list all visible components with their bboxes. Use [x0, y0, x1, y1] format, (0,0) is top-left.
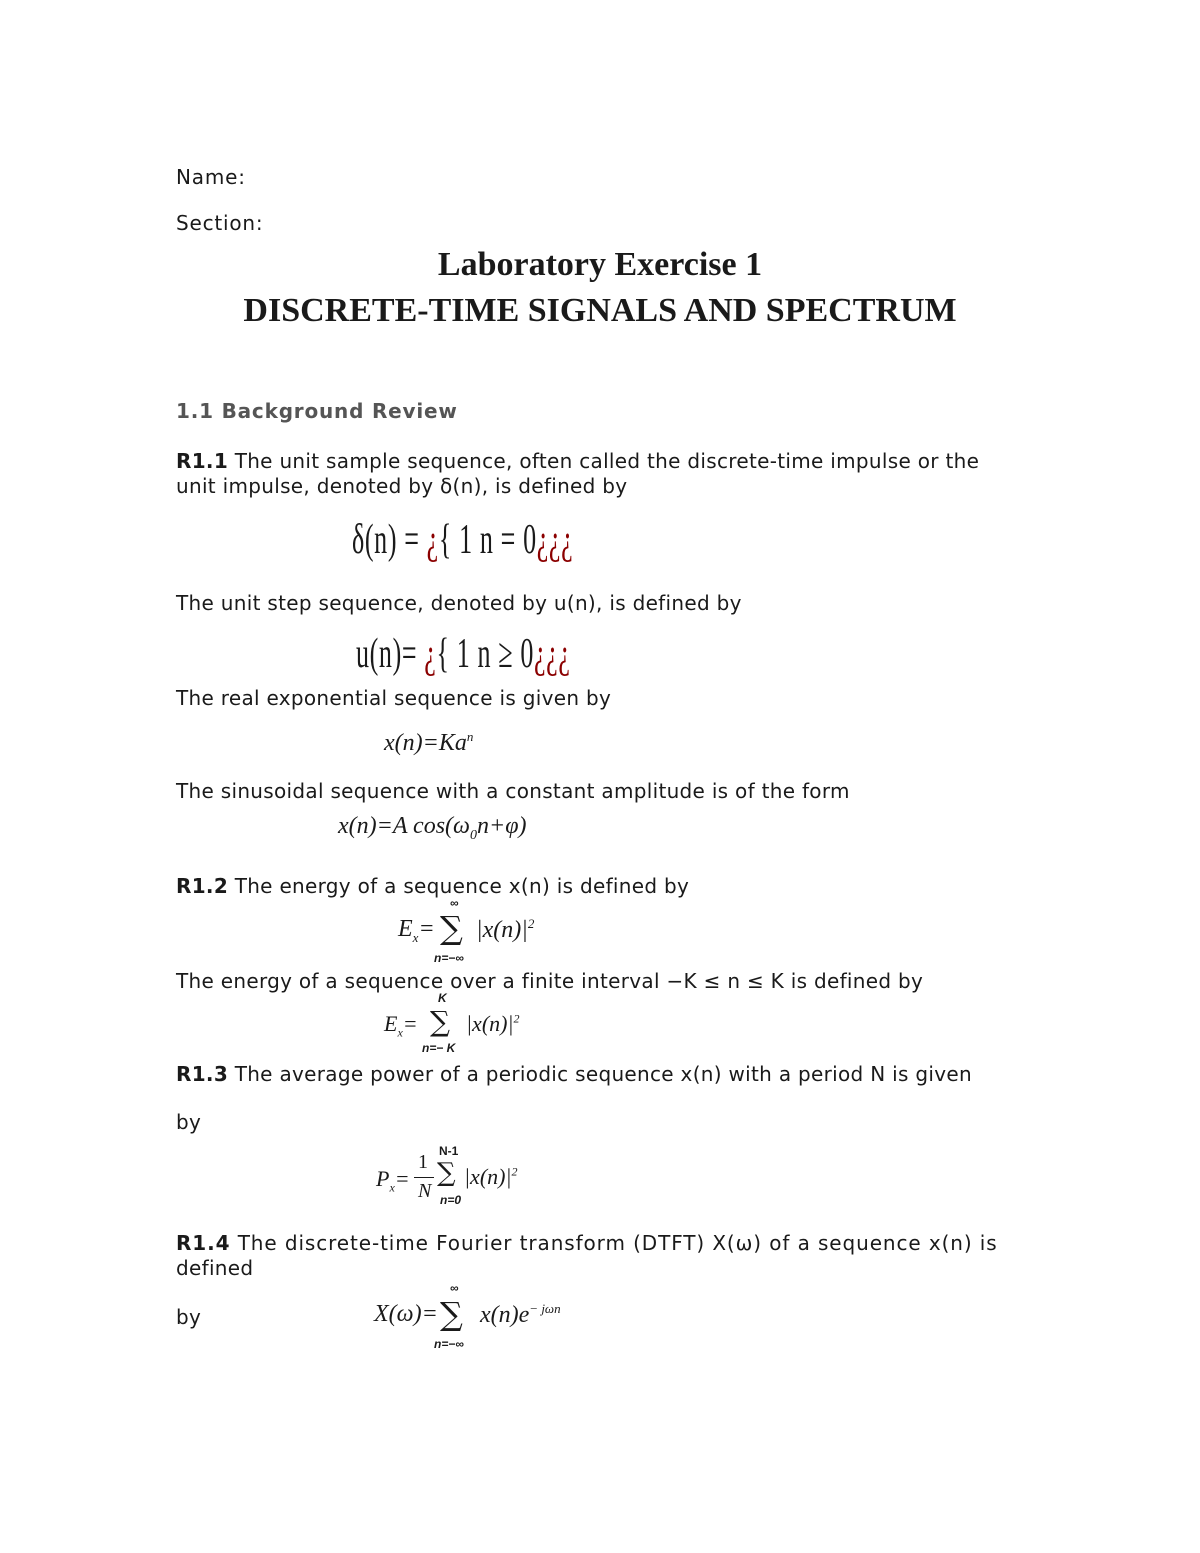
eq-dtft-summand-wrap [480, 1301, 561, 1329]
eq-finite-sum-bottom: n=− K [422, 1041, 456, 1055]
r13-text-by: by [176, 1110, 202, 1134]
eq-finite-power: 2 [513, 1011, 520, 1026]
eq-delta-brace: ¿ [426, 517, 439, 563]
equation-exponential [384, 729, 473, 757]
eq-power-sum-top: N-1 [439, 1144, 459, 1158]
equation-sinusoid [338, 813, 526, 844]
eq-power-frac-den: N [418, 1180, 432, 1202]
equation-unit-step [356, 630, 571, 678]
r12-text: The energy of a sequence x(n) is defined by [228, 874, 690, 898]
r13-text: The average power of a periodic sequence x(n) with a period N is given [228, 1062, 972, 1086]
equation-unit-impulse [352, 516, 573, 564]
eq-sin-sub: 0 [470, 827, 477, 843]
eq-sin-rest: n+φ) [477, 813, 527, 839]
eq-power-power: 2 [511, 1164, 518, 1179]
eq-dtft-summand: x(n)e [480, 1302, 530, 1328]
eq-dtft-sum-bottom: n=−∞ [434, 1337, 464, 1351]
r11-paragraph [176, 449, 979, 473]
eq-delta-body: { 1 n = 0 [438, 517, 537, 563]
eq-power-lhs-sub: x [389, 1180, 395, 1195]
section-label: Section: [176, 211, 264, 235]
r14-paragraph [176, 1231, 998, 1255]
eq-energy-sum-top: ∞ [450, 896, 459, 910]
sinusoidal-text: The sinusoidal sequence with a constant amplitude is of the form [176, 779, 850, 803]
eq-finite-summand-wrap [466, 1011, 520, 1037]
eq-power-frac-num: 1 [418, 1151, 428, 1173]
eq-step-body: { 1 n ≥ 0 [436, 631, 534, 677]
r12-label: R1.2 [176, 874, 229, 898]
exponential-text: The real exponential sequence is given by [176, 686, 612, 710]
finite-energy-text: The energy of a sequence over a finite interval −K ≤ n ≤ K is defined by [176, 969, 924, 993]
eq-power-summand: |x(n)| [464, 1164, 512, 1189]
eq-finite-sigma: ∑ [430, 1005, 450, 1038]
section-heading: 1.1 Background Review [176, 399, 458, 423]
equation-power [376, 1166, 410, 1195]
eq-power-sigma: ∑ [437, 1158, 456, 1188]
eq-finite-sum-top: K [438, 991, 447, 1005]
page-subtitle: DISCRETE-TIME SIGNALS AND SPECTRUM [243, 292, 957, 329]
r14-label: R1.4 [176, 1231, 231, 1255]
eq-finite-summand: |x(n)| [466, 1011, 514, 1036]
eq-step-tail: ¿¿¿ [533, 631, 571, 677]
r11-label: R1.1 [176, 449, 229, 473]
eq-energy-eq: = [418, 916, 435, 942]
eq-finite-lhs: E [384, 1011, 398, 1036]
eq-energy-sigma: ∑ [440, 909, 463, 947]
eq-finite-eq: = [402, 1011, 418, 1036]
equation-finite-energy [384, 1011, 418, 1040]
eq-energy-lhs-sub: x [412, 929, 419, 945]
eq-energy-lhs: E [398, 916, 413, 942]
eq-exp-lhs: x(n)=Ka [384, 730, 467, 756]
r11-text-line2: unit impulse, denoted by δ(n), is defined by [176, 474, 628, 498]
name-label: Name: [176, 165, 246, 189]
r11-text-line1: The unit sample sequence, often called the discrete-time impulse or the [228, 449, 980, 473]
eq-step-lhs: u(n)= [356, 631, 425, 677]
page-title: Laboratory Exercise 1 [437, 246, 763, 283]
eq-dtft-sigma: ∑ [440, 1295, 463, 1333]
eq-dtft-power: − jωn [529, 1301, 561, 1316]
eq-sin-lhs: x(n)=A cos(ω [338, 813, 470, 839]
eq-exp-sup: n [466, 729, 474, 744]
eq-power-lhs: P [376, 1166, 390, 1191]
eq-finite-lhs-sub: x [397, 1025, 403, 1040]
r14-text-defined: defined [176, 1256, 254, 1280]
eq-power-sum-bottom: n=0 [440, 1193, 462, 1207]
eq-step-brace: ¿ [424, 631, 437, 677]
eq-delta-lhs: δ(n) = [352, 517, 427, 563]
eq-energy-sum-bottom: n=−∞ [434, 951, 464, 965]
eq-power-frac-bar [414, 1177, 434, 1178]
eq-power-summand-wrap [464, 1164, 518, 1190]
r13-label: R1.3 [176, 1062, 229, 1086]
eq-energy-power: 2 [527, 916, 535, 931]
eq-power-eq: = [394, 1166, 410, 1191]
equation-energy [398, 916, 435, 946]
eq-energy-summand: |x(n)| [476, 917, 528, 943]
eq-energy-summand-wrap [476, 916, 534, 944]
unit-step-text: The unit step sequence, denoted by u(n), is defined by [176, 591, 742, 615]
eq-dtft-lhs: X(ω)= [374, 1301, 438, 1327]
r12-paragraph [176, 874, 689, 898]
eq-dtft-sum-top: ∞ [450, 1281, 459, 1295]
r14-text-by: by [176, 1305, 202, 1329]
r14-text: The discrete-time Fourier transform (DTFT) X(ω) of a sequence x(n) is [230, 1231, 998, 1255]
equation-dtft [374, 1301, 438, 1328]
eq-delta-tail: ¿¿¿ [536, 517, 574, 563]
r13-paragraph [176, 1062, 972, 1086]
